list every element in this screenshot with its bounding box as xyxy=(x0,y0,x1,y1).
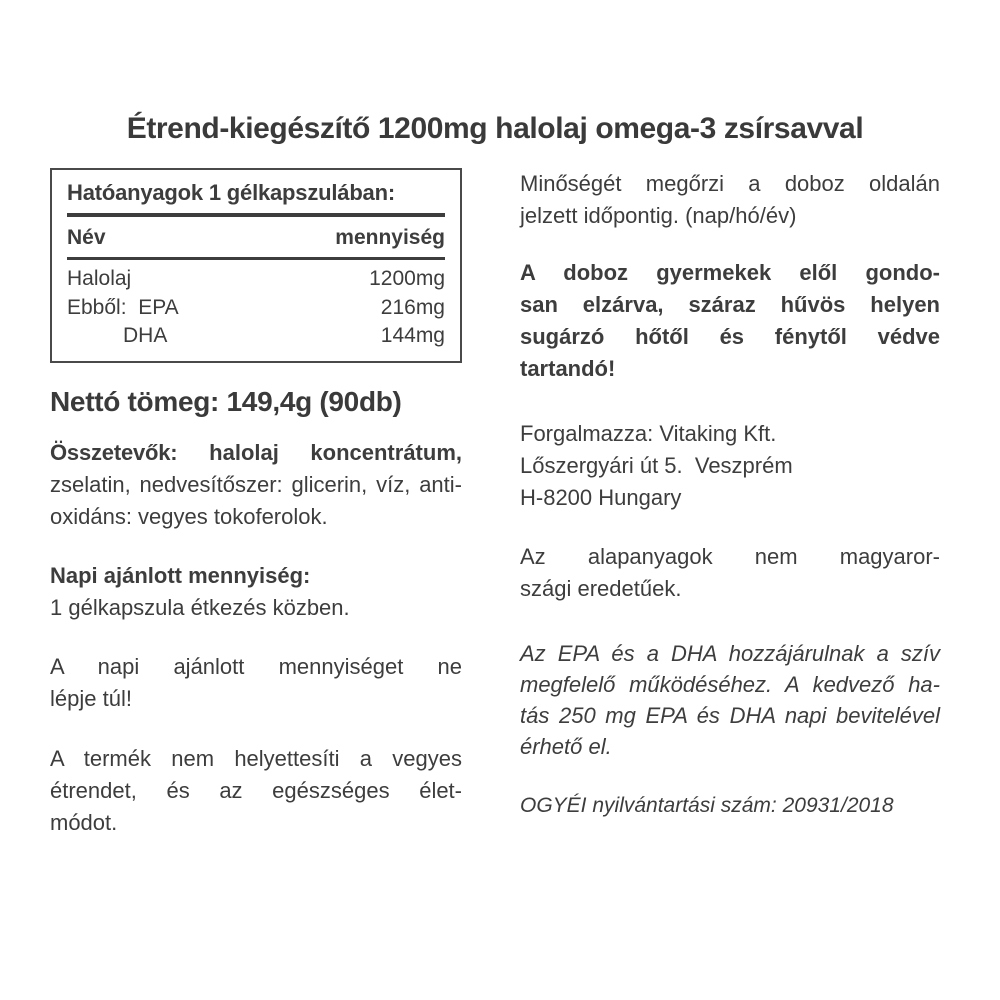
table-row xyxy=(67,322,445,351)
distributor-country-line: H-8200 Hungary xyxy=(520,485,682,510)
storage-warning-line: san elzárva, száraz hűvös helyen xyxy=(520,292,940,317)
ingredient-name: Ebből: EPA xyxy=(67,295,179,319)
page-title: Étrend-kiegészítő 1200mg halolaj omega-3 zsírsavval xyxy=(126,112,864,145)
quality-line: jelzett időpontig. (nap/hó/év) xyxy=(520,203,797,228)
diet-warning-paragraph xyxy=(50,743,462,839)
registration-number: OGYÉI nyilvántartási szám: 20931/2018 xyxy=(520,794,894,817)
ingredient-quantity: 1200mg xyxy=(369,267,445,290)
quality-line: Minőségét megőrzi a doboz oldalán xyxy=(520,171,940,196)
diet-warning-line: étrendet, és az egészséges élet- xyxy=(50,777,462,803)
health-claim-line: Az EPA és a DHA hozzájárulnak a szív xyxy=(520,641,940,666)
origin-paragraph xyxy=(520,541,940,605)
daily-dose-body: 1 gélkapszula étkezés közben. xyxy=(50,594,350,620)
ingredients-box-header: Hatóanyagok 1 gélkapszulában: xyxy=(67,180,395,205)
storage-warning-line: sugárzó hőtől és fénytől védve xyxy=(520,324,940,349)
distributor-address-line: Lőszergyári út 5. Veszprém xyxy=(520,453,793,478)
distributor-line: Forgalmazza: Vitaking Kft. xyxy=(520,421,777,446)
ingredient-quantity: 216mg xyxy=(380,295,445,319)
health-claim-line: érhető el. xyxy=(520,734,612,759)
net-weight: Nettó tömeg: 149,4g (90db) xyxy=(50,385,402,417)
ingredients-line: oxidáns: vegyes tokoferolok. xyxy=(50,503,328,529)
storage-warning-line: A doboz gyermekek elől gondo- xyxy=(520,260,940,285)
ingredient-quantity: 144mg xyxy=(380,324,445,347)
right-column xyxy=(520,168,940,821)
ingredients-line xyxy=(50,437,462,469)
health-claim-paragraph xyxy=(520,638,940,762)
diet-warning-line: A termék nem helyettesíti a vegyes xyxy=(50,745,462,771)
thick-divider xyxy=(67,213,445,217)
storage-warning-paragraph xyxy=(520,257,940,385)
medium-divider xyxy=(67,257,445,260)
left-column xyxy=(50,168,462,839)
dose-warning-line: A napi ajánlott mennyiséget ne xyxy=(50,653,462,679)
origin-line: szági eredetűek. xyxy=(520,576,682,601)
column-header-name: Név xyxy=(67,226,106,249)
ingredients-line: zselatin, nedvesítőszer: glicerin, víz, anti- xyxy=(50,471,462,497)
health-claim-line: megfelelő működéséhez. A kedvező ha- xyxy=(520,672,940,697)
daily-dose-paragraph xyxy=(50,560,462,624)
storage-warning-line: tartandó! xyxy=(520,356,616,381)
distributor-block xyxy=(520,418,940,514)
ingredients-label: Összetevők xyxy=(50,439,171,465)
table-row xyxy=(67,265,445,294)
dose-warning-line: lépje túl! xyxy=(50,685,132,711)
daily-dose-heading: Napi ajánlott mennyiség: xyxy=(50,562,311,588)
table-header-row xyxy=(67,222,445,257)
column-header-quantity: mennyiség xyxy=(335,226,445,249)
label-columns xyxy=(50,168,940,839)
diet-warning-line: módot. xyxy=(50,809,118,835)
table-row xyxy=(67,294,445,323)
ingredients-paragraph xyxy=(50,437,462,533)
active-ingredients-box xyxy=(50,168,462,363)
ingredient-name: Halolaj xyxy=(67,267,132,290)
health-claim-line: tás 250 mg EPA és DHA napi bevitelével xyxy=(520,703,940,728)
origin-line: Az alapanyagok nem magyaror- xyxy=(520,544,940,569)
dose-warning-paragraph xyxy=(50,651,462,715)
ingredient-name: DHA xyxy=(123,324,168,347)
quality-paragraph xyxy=(520,168,940,232)
ingredients-line-rest: : halolaj koncentrátum, xyxy=(170,439,462,465)
